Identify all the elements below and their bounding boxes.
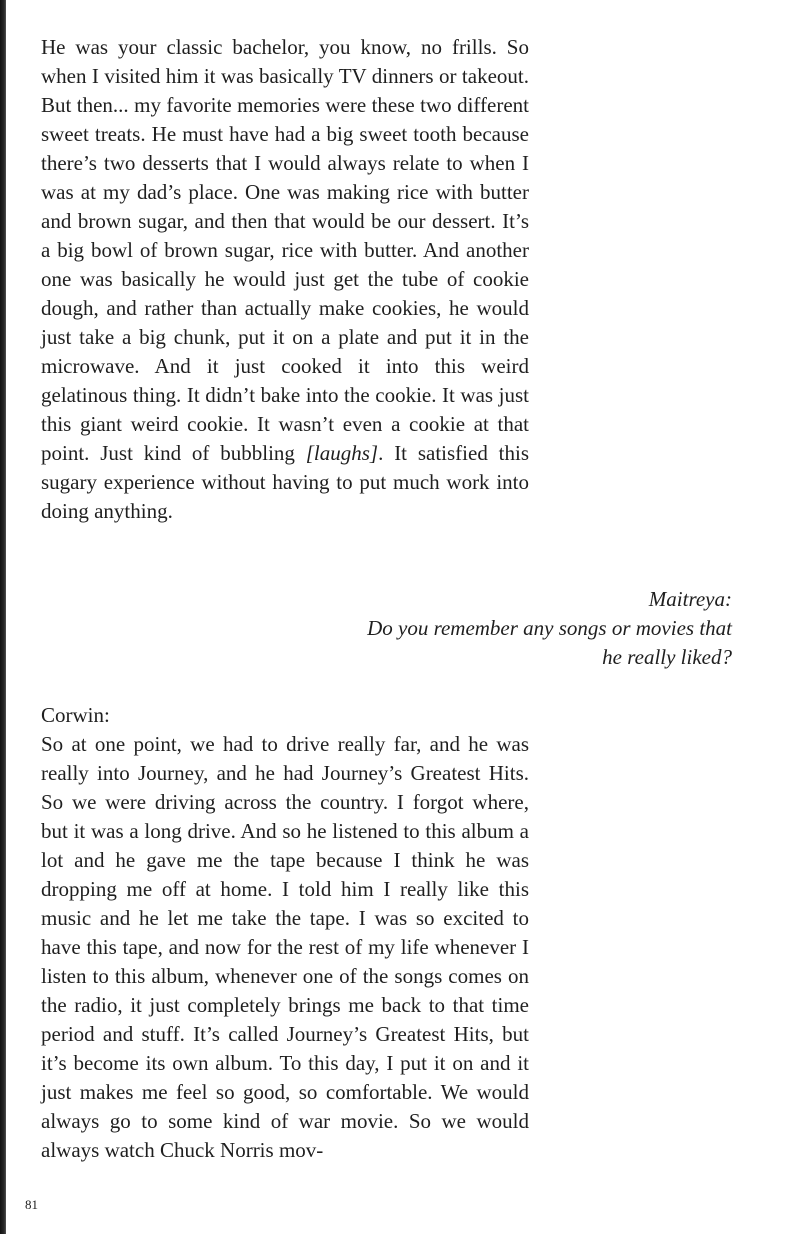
passage-text: He was your classic bachelor, you know, no frills. So when I visited him it was basically TV dinners or takeout. But then... my favorite memories were these two different sweet treats. He must have had a big sweet tooth because there’s two desserts that I would always relate to when I was at my dad’s place. One was making rice with butter and brown sugar, and then that would be our dessert. It’s a big bowl of brown sugar, rice with butter. And another one was basically he would just get the tube of cookie dough, and rather than actually make cookies, he would just take a big chunk, put it on a plate and put it in the microwave. And it just cooked it into this weird gelatinous thing. It didn’t bake into the cookie. It was just this giant weird cookie. It wasn’t even a cookie at that point. Just kind of bubbling — [41, 35, 529, 465]
answer-paragraph: So at one point, we had to drive really far, and he was really into Journey, and he had Journey’s Greatest Hits. So we were driving across the country. I forgot where, but it was a long drive. And so he listened to this album a lot and he gave me the tape because I think he was dropping me off at home. I told him I really like this music and he let me take the tape. I was so excited to have this tape, and now for the rest of my life whenever I listen to this album, whenever one of the songs comes on the radio, it just completely brings me back to that time period and stuff. It’s called Journey’s Greatest Hits, but it’s become its own album. To this day, I put it on and it just makes me feel so good, so comfortable. We would always go to some kind of war movie. So we would always watch Chuck Norris mov- — [41, 732, 529, 1162]
passage-text-continued: . It satisfied this sugary experience without having to put much work into doing anything. — [41, 441, 529, 523]
page-number: 81 — [25, 1197, 38, 1212]
question-line-2: he really liked? — [602, 645, 732, 669]
passage-block — [41, 33, 529, 526]
answer-block — [41, 701, 529, 1165]
passage-paragraph — [41, 33, 529, 526]
aside-laughs: [laughs] — [305, 441, 379, 465]
page-spine-edge — [0, 0, 6, 1234]
question-speaker: Maitreya: — [648, 587, 732, 611]
answer-speaker: Corwin: — [41, 703, 110, 727]
interviewer-question — [272, 585, 732, 672]
question-line-1: Do you remember any songs or movies that — [367, 616, 732, 640]
